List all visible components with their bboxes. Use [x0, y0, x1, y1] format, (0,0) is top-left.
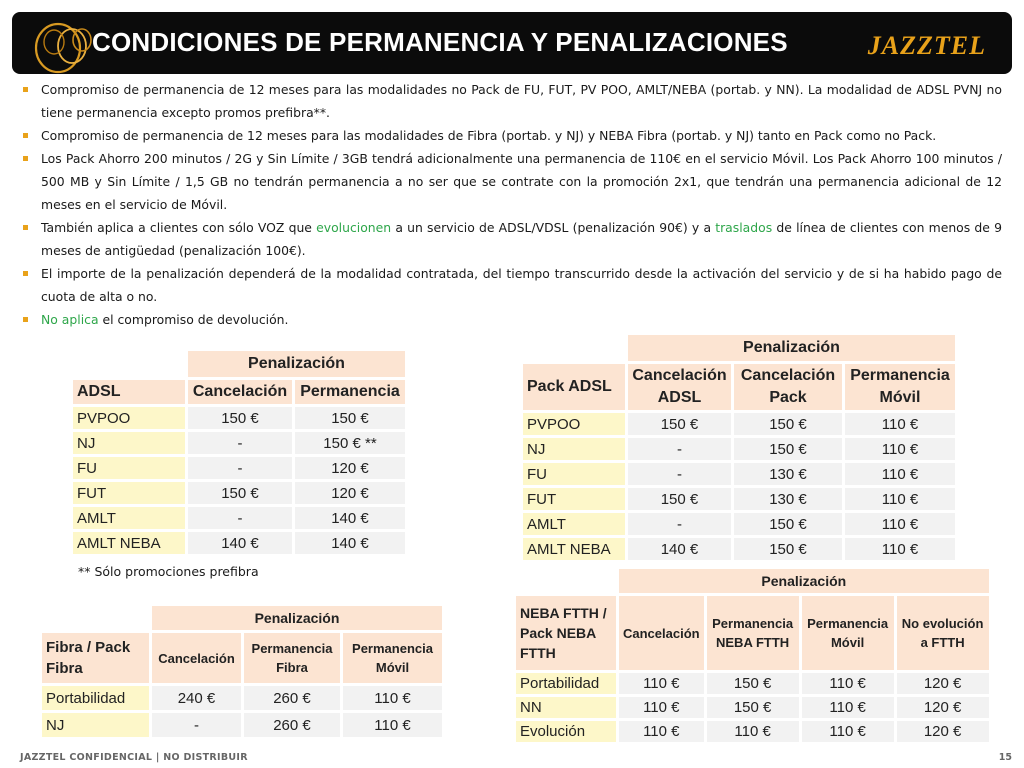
table-row	[73, 432, 405, 454]
confidential-footer: JAZZTEL CONFIDENCIAL | NO DISTRIBUIR	[20, 752, 248, 763]
table-row	[73, 407, 405, 429]
bullet-text: Compromiso de permanencia de 12 meses para las modalidades de Fibra (portab. y NJ) y NEBA Fibra (portab. y NJ) tanto en Pack como no Pack.	[41, 128, 937, 143]
row-label: AMLT NEBA	[523, 538, 625, 560]
table-row	[523, 538, 955, 560]
table-cell: -	[188, 432, 292, 454]
row-label: FU	[73, 457, 185, 479]
table-cell: 150 €	[188, 482, 292, 504]
bullet-text: Compromiso de permanencia de 12 meses para las modalidades no Pack de FU, FUT, PV POO, AMLT/NEBA (portab. y NN). La modalidad de ADSL PVNJ no tiene permanencia excepto promos prefibra**.	[41, 82, 1002, 120]
table-cell: 110 €	[343, 686, 442, 710]
table-cell: 110 €	[802, 721, 894, 742]
table-row	[73, 457, 405, 479]
row-label: FU	[523, 463, 625, 485]
row-label: AMLT	[73, 507, 185, 529]
table-cell: 260 €	[244, 686, 340, 710]
table-row	[516, 697, 989, 718]
column-header: Cancelación	[619, 596, 704, 670]
table-cell: 140 €	[295, 507, 405, 529]
group-header: Penalización	[152, 606, 442, 630]
table-cell: 150 €	[734, 513, 842, 535]
row-label: PVPOO	[73, 407, 185, 429]
column-header: Cancelación	[152, 633, 241, 683]
bullet-list	[20, 78, 1002, 331]
table-cell: 110 €	[619, 721, 704, 742]
column-header: Cancelación ADSL	[628, 364, 731, 410]
table-cell: 110 €	[845, 413, 955, 435]
table-cell: -	[188, 457, 292, 479]
bullet-item	[20, 147, 1002, 216]
row-label: FUT	[523, 488, 625, 510]
table-cell: 150 €	[188, 407, 292, 429]
table-cell: 150 €	[628, 488, 731, 510]
header-bar	[12, 12, 1012, 74]
table-cell: 110 €	[845, 513, 955, 535]
table-cell: -	[628, 513, 731, 535]
table-cell: 150 €	[734, 538, 842, 560]
table-cell: 150 €	[628, 413, 731, 435]
row-label: NJ	[73, 432, 185, 454]
row-label: Evolución	[516, 721, 616, 742]
group-header: Penalización	[628, 335, 955, 361]
page-title: CONDICIONES DE PERMANENCIA Y PENALIZACIONES	[92, 27, 788, 57]
table-cell: 140 €	[628, 538, 731, 560]
table-cell: 240 €	[152, 686, 241, 710]
table-cell: 110 €	[845, 538, 955, 560]
table-row	[42, 686, 442, 710]
jazztel-logo: JAZZTEL	[867, 31, 986, 60]
bullet-text: Los Pack Ahorro 200 minutos / 2G y Sin Límite / 3GB tendrá adicionalmente una permanencia de 110€ en el servicio Móvil. Los Pack Ahorro 100 minutos / 500 MB y Sin Límite / 1,5 GB no tendrán permanencia a no ser que se contrate con la promoción 2x1, que tendrán una permanencia adicional de 12 meses en el servicio de Móvil.	[41, 151, 1002, 212]
column-header: Permanencia Móvil	[343, 633, 442, 683]
bullet-item	[20, 78, 1002, 124]
row-label: NJ	[523, 438, 625, 460]
highlight-text: traslados	[715, 220, 773, 235]
table-cell: 120 €	[897, 697, 989, 718]
bullet-text: el compromiso de devolución.	[98, 312, 289, 327]
table-row	[73, 532, 405, 554]
row-label: Portabilidad	[516, 673, 616, 694]
bullet-text: a un servicio de ADSL/VDSL (penalización 90€) y a	[391, 220, 716, 235]
table-cell: 130 €	[734, 488, 842, 510]
row-label: AMLT NEBA	[73, 532, 185, 554]
column-header: Permanencia Móvil	[845, 364, 955, 410]
row-label: FUT	[73, 482, 185, 504]
table-cell: -	[628, 463, 731, 485]
row-label: Portabilidad	[42, 686, 149, 710]
table-cell: 260 €	[244, 713, 340, 737]
table-cell: -	[188, 507, 292, 529]
table-row	[516, 721, 989, 742]
table-cell: 110 €	[707, 721, 799, 742]
table-cell: 110 €	[619, 697, 704, 718]
table-row	[73, 507, 405, 529]
table-cell: 130 €	[734, 463, 842, 485]
table-cell: 150 € **	[295, 432, 405, 454]
table-cell: 110 €	[802, 673, 894, 694]
table-cell: 150 €	[734, 413, 842, 435]
table-cell: -	[152, 713, 241, 737]
table-cell: 140 €	[188, 532, 292, 554]
table-cell: 120 €	[295, 482, 405, 504]
page-number: 15	[998, 752, 1012, 763]
table-cell: -	[628, 438, 731, 460]
row-label: AMLT	[523, 513, 625, 535]
column-header: No evolución a FTTH	[897, 596, 989, 670]
neba-ftth-penalty-table	[513, 566, 992, 745]
table-cell: 120 €	[295, 457, 405, 479]
table-cell: 110 €	[343, 713, 442, 737]
column-header: Fibra / Pack Fibra	[42, 633, 149, 683]
row-label: NJ	[42, 713, 149, 737]
table-cell: 110 €	[802, 697, 894, 718]
table-cell: 150 €	[295, 407, 405, 429]
bullet-item	[20, 216, 1002, 262]
table-cell: 150 €	[707, 673, 799, 694]
highlight-text: No aplica	[41, 312, 99, 327]
bullet-item	[20, 262, 1002, 308]
row-label: PVPOO	[523, 413, 625, 435]
column-header: Cancelación Pack	[734, 364, 842, 410]
column-header: Cancelación	[188, 380, 292, 404]
row-label: NN	[516, 697, 616, 718]
footnote: ** Sólo promociones prefibra	[78, 564, 259, 579]
bullet-text: de línea de clientes con menos de 9 meses de antigüedad (penalización 100€).	[41, 220, 1002, 258]
column-header: Pack ADSL	[523, 364, 625, 410]
column-header: Permanencia	[295, 380, 405, 404]
table-row	[523, 513, 955, 535]
table-row	[523, 438, 955, 460]
table-row	[523, 488, 955, 510]
table-row	[42, 713, 442, 737]
column-header: ADSL	[73, 380, 185, 404]
table-row	[516, 673, 989, 694]
bullet-item	[20, 124, 1002, 147]
table-cell: 110 €	[845, 438, 955, 460]
table-row	[523, 463, 955, 485]
highlight-text: evolucionen	[316, 220, 392, 235]
adsl-penalty-table	[70, 348, 408, 557]
fibra-penalty-table	[39, 603, 445, 740]
table-cell: 140 €	[295, 532, 405, 554]
table-row	[523, 413, 955, 435]
group-header: Penalización	[619, 569, 989, 593]
bullet-text: El importe de la penalización dependerá de la modalidad contratada, del tiempo transcurrido desde la activación del servicio y de si ha habido pago de cuota de alta o no.	[41, 266, 1002, 304]
group-header: Penalización	[188, 351, 405, 377]
table-cell: 110 €	[845, 488, 955, 510]
bullet-text: También aplica a clientes con sólo VOZ que	[41, 220, 317, 235]
table-cell: 110 €	[619, 673, 704, 694]
table-cell: 120 €	[897, 721, 989, 742]
pack-adsl-penalty-table	[520, 332, 958, 563]
column-header: Permanencia Fibra	[244, 633, 340, 683]
column-header: NEBA FTTH / Pack NEBA FTTH	[516, 596, 616, 670]
bullet-item	[20, 308, 1002, 331]
table-cell: 110 €	[845, 463, 955, 485]
table-row	[73, 482, 405, 504]
column-header: Permanencia Móvil	[802, 596, 894, 670]
table-cell: 150 €	[734, 438, 842, 460]
table-cell: 120 €	[897, 673, 989, 694]
table-cell: 150 €	[707, 697, 799, 718]
column-header: Permanencia NEBA FTTH	[707, 596, 799, 670]
